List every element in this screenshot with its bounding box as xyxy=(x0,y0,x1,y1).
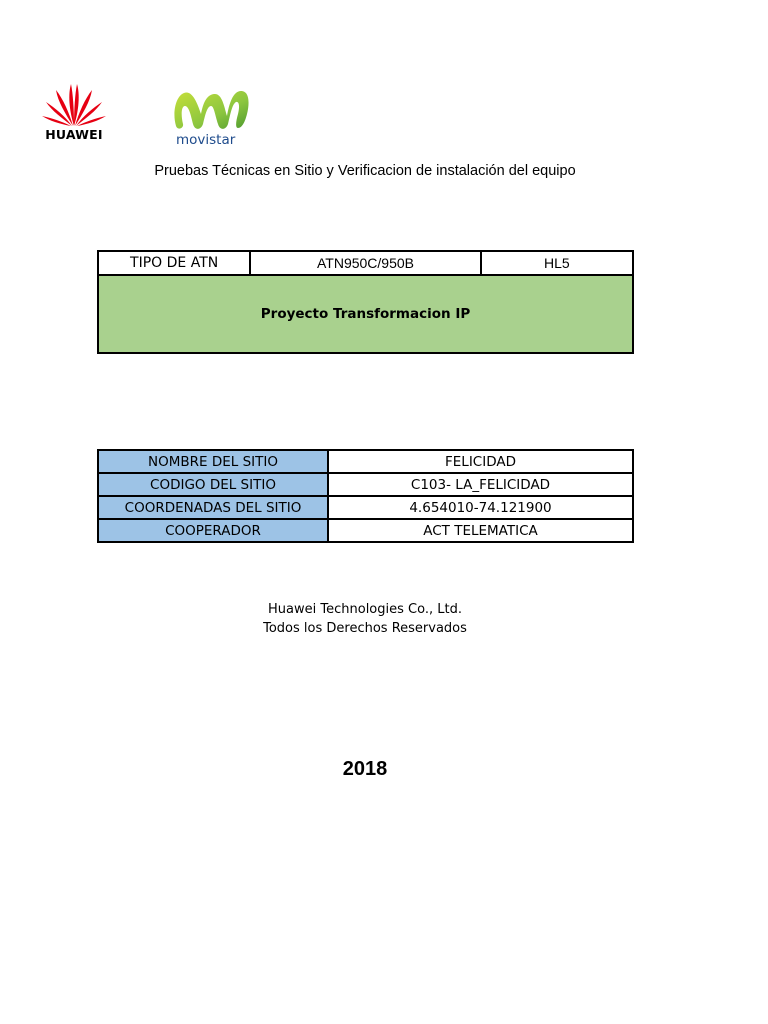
atn-type-row xyxy=(98,251,633,275)
project-row xyxy=(98,275,633,353)
site-name-value: FELICIDAD xyxy=(328,450,633,473)
cooperator-label: COOPERADOR xyxy=(98,519,328,542)
site-code-label: CODIGO DEL SITIO xyxy=(98,473,328,496)
movistar-wordmark: movistar xyxy=(176,132,236,148)
cooperator-value: ACT TELEMATICA xyxy=(328,519,633,542)
site-name-label: NOMBRE DEL SITIO xyxy=(98,450,328,473)
site-code-value: C103- LA_FELICIDAD xyxy=(328,473,633,496)
huawei-wordmark: HUAWEI xyxy=(45,127,103,142)
copyright-rights: Todos los Derechos Reservados xyxy=(263,621,467,636)
table-row xyxy=(98,450,633,473)
atn-type-label: TIPO DE ATN xyxy=(98,251,250,275)
table-row xyxy=(98,519,633,542)
document-subtitle: Pruebas Técnicas en Sitio y Verificacion de instalación del equipo xyxy=(154,163,576,179)
copyright-company: Huawei Technologies Co., Ltd. xyxy=(268,602,462,617)
atn-level-value: HL5 xyxy=(481,251,633,275)
movistar-m-icon xyxy=(170,86,254,134)
site-coordinates-value: 4.654010-74.121900 xyxy=(328,496,633,519)
table-row xyxy=(98,473,633,496)
table-row xyxy=(98,496,633,519)
site-coordinates-label: COORDENADAS DEL SITIO xyxy=(98,496,328,519)
atn-model-value: ATN950C/950B xyxy=(250,251,480,275)
movistar-logo xyxy=(170,86,254,152)
huawei-logo xyxy=(38,80,110,144)
project-name: Proyecto Transformacion IP xyxy=(98,275,633,353)
document-year: 2018 xyxy=(342,758,388,780)
copyright-notice xyxy=(0,600,730,638)
huawei-petals-icon xyxy=(38,80,110,128)
site-info-table xyxy=(97,449,634,543)
atn-type-table xyxy=(97,250,634,354)
